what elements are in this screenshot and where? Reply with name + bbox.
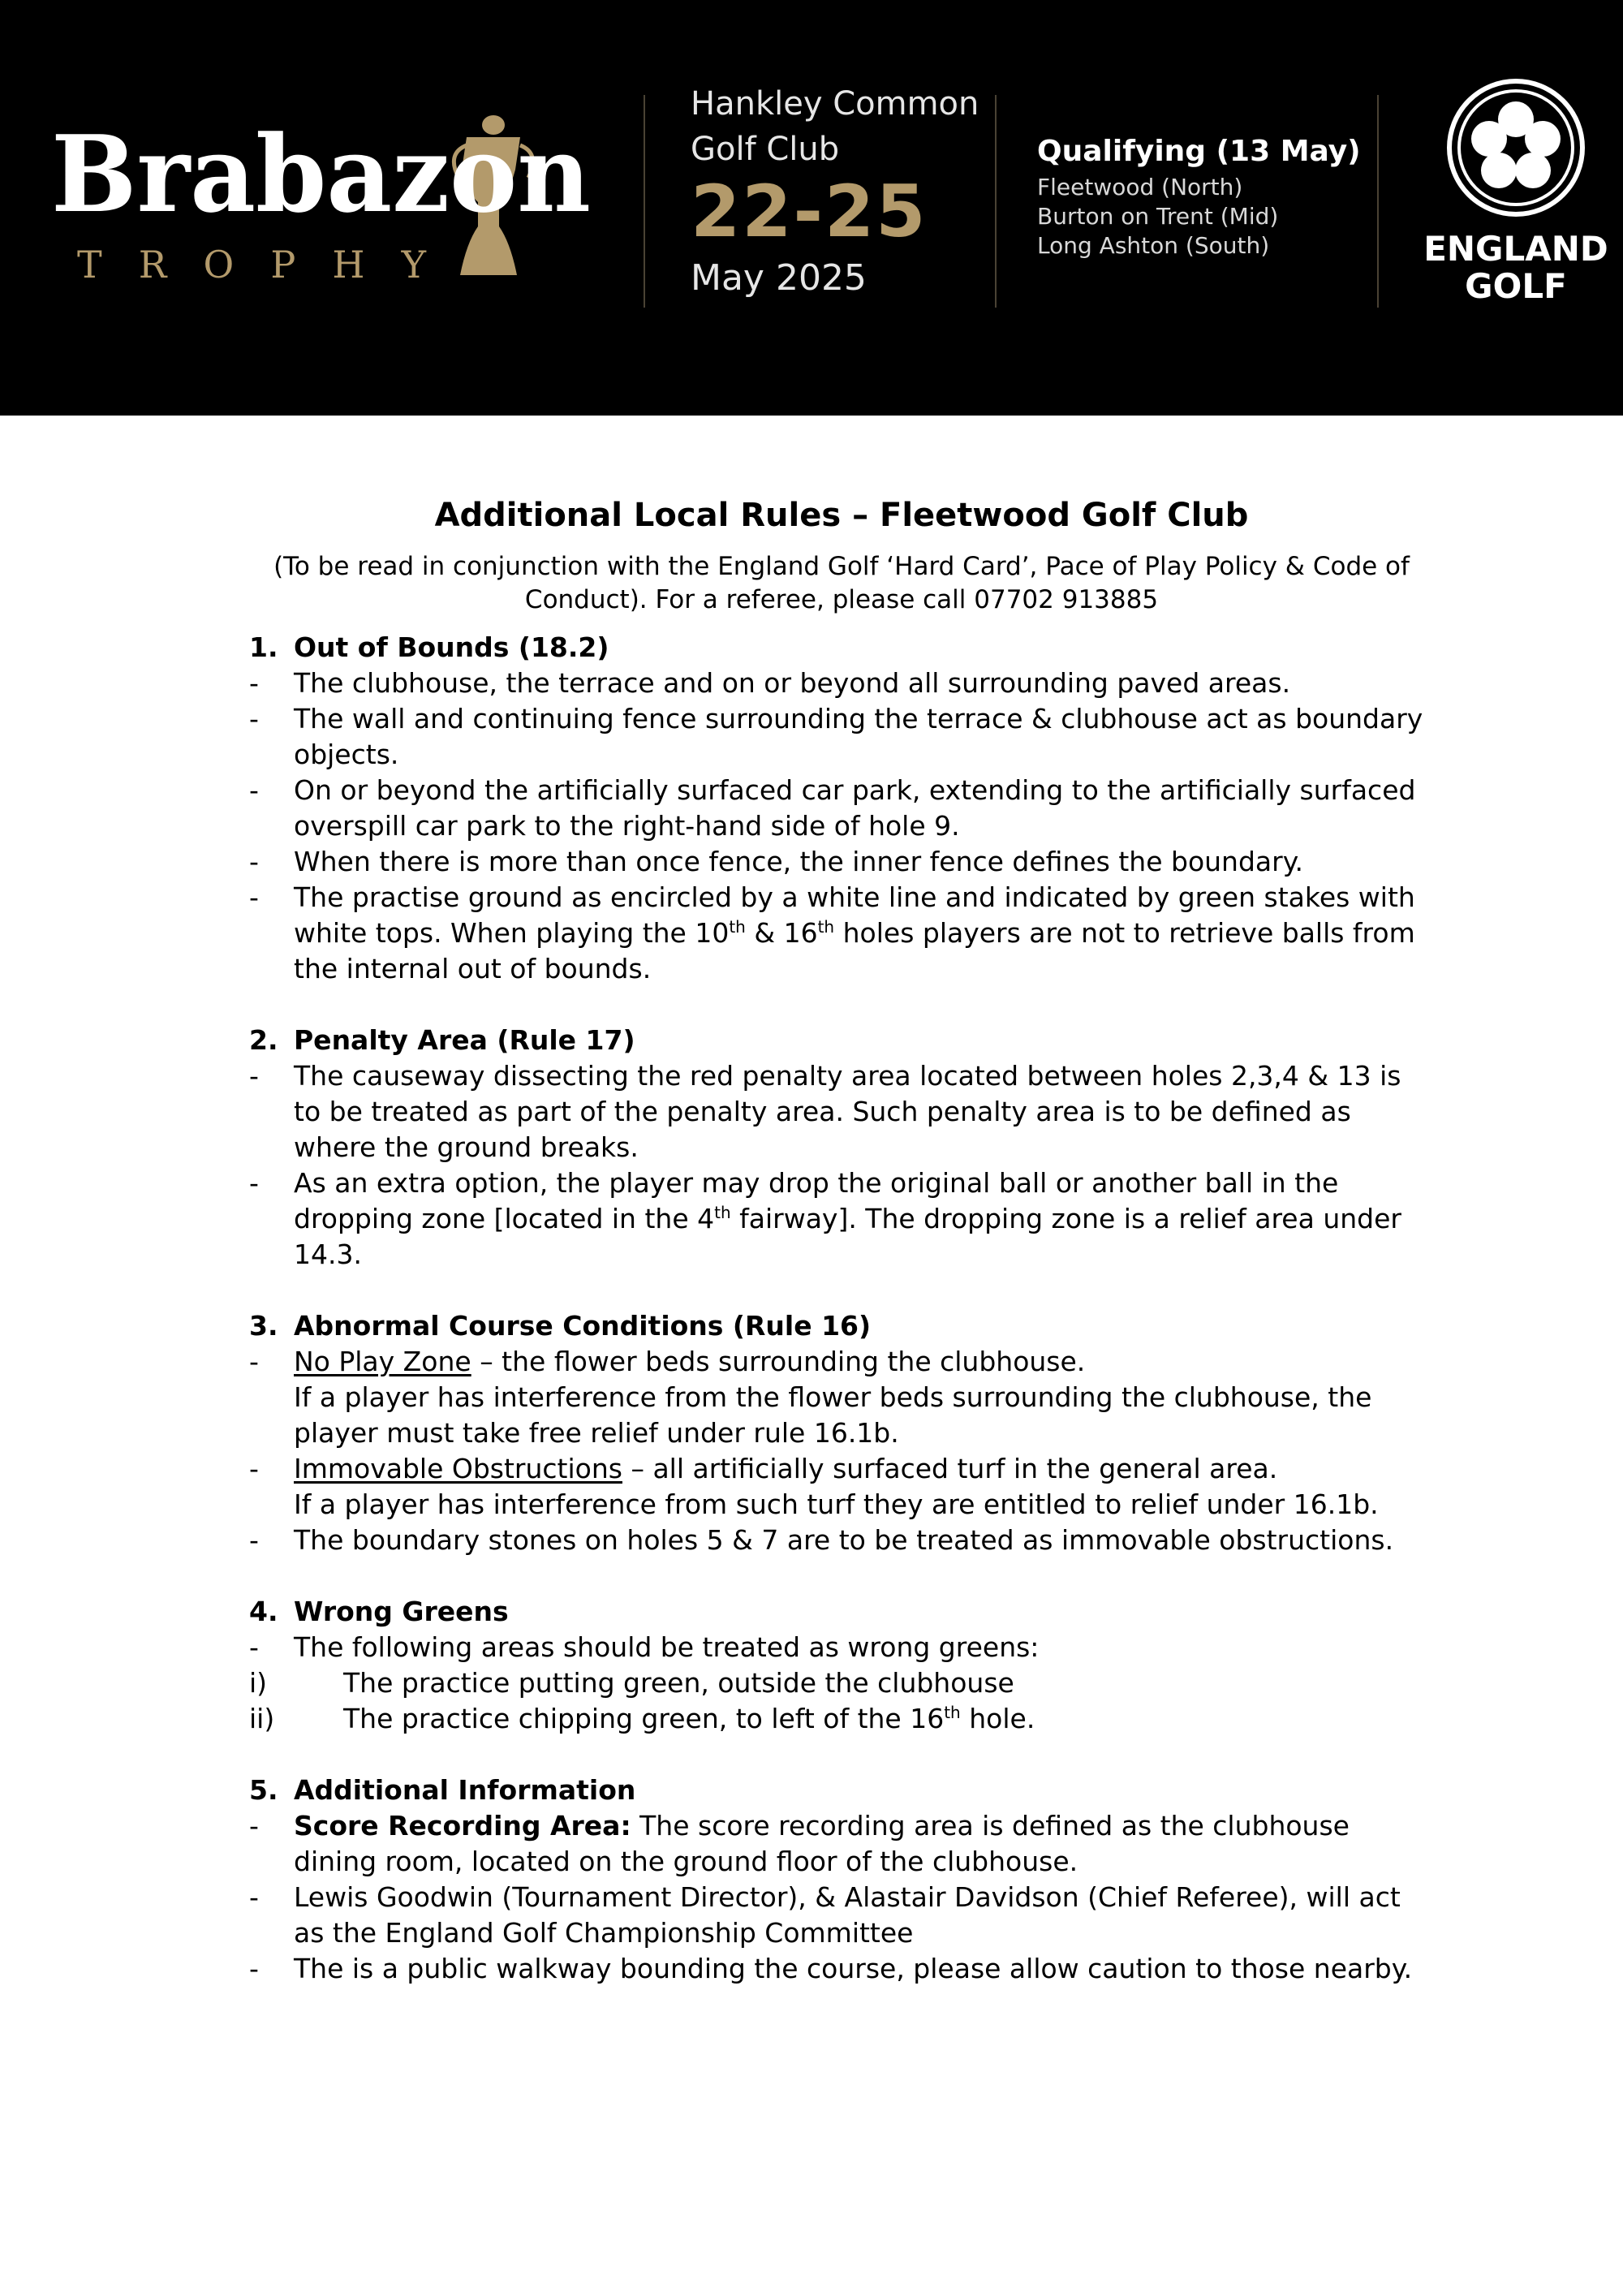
bullet: - [249, 1810, 259, 1842]
section-out-of-bounds [249, 630, 1434, 987]
event-month-year: May 2025 [691, 257, 867, 299]
event-dates: 22-25 [691, 170, 928, 253]
england-golf-wordmark-line2: GOLF [1465, 266, 1567, 306]
rule-text: When there is more than once fence, the inner fence defines the boundary. [294, 846, 1304, 877]
rule-text: The is a public walkway bounding the course, please allow caution to those nearby. [294, 1953, 1413, 1984]
event-banner [0, 0, 1623, 416]
logo-subtitle: TROPHY [77, 243, 426, 286]
rule-text: Immovable Obstructions – all artificially surfaced turf in the general area. If a player has interference from such turf they are entitled to relief under 16.1b. [294, 1453, 1379, 1520]
bullet: - [249, 1631, 259, 1663]
brabazon-trophy-logo [45, 114, 613, 288]
local-rules-document [249, 492, 1434, 2022]
bullet: - [249, 1524, 259, 1556]
england-golf-rose-icon [1445, 77, 1586, 218]
rule-item [249, 1451, 1434, 1523]
section-wrong-greens [249, 1594, 1434, 1737]
divider [1377, 95, 1379, 308]
rule-item [249, 1523, 1434, 1558]
rule-text: Lewis Goodwin (Tournament Director), & Alastair Davidson (Chief Referee), will act as the England Golf Championship Committee [294, 1881, 1401, 1949]
bullet: - [249, 703, 259, 734]
rule-item [249, 1058, 1434, 1165]
rule-item [249, 1630, 1434, 1665]
qualifying-venue: Fleetwood (North) [1037, 174, 1243, 200]
rule-item [249, 880, 1434, 987]
bullet: - [249, 1953, 259, 1984]
qualifying-title: Qualifying (13 May) [1037, 135, 1361, 168]
section-number: 2. [249, 1024, 278, 1056]
roman-list-item [249, 1665, 1434, 1701]
rule-text: On or beyond the artificially surfaced car park, extending to the artificially surfaced overspill car park to the right-hand side of hole 9. [294, 774, 1416, 842]
section-heading: Out of Bounds (18.2) [294, 631, 609, 663]
bullet: - [249, 774, 259, 806]
bullet: - [249, 1346, 259, 1377]
england-golf-wordmark: ENGLAND [1423, 229, 1608, 269]
rule-text: The practise ground as encircled by a white line and indicated by green stakes with white tops. When playing the 10th & 16th holes players are not to retrieve balls from the internal out of bounds. [294, 881, 1415, 984]
rule-text: The practice chipping green, to left of the 16th hole. [343, 1703, 1035, 1734]
rule-item [249, 1808, 1434, 1880]
rule-text: The boundary stones on holes 5 & 7 are to be treated as immovable obstructions. [294, 1524, 1394, 1556]
section-penalty-area [249, 1023, 1434, 1273]
section-number: 3. [249, 1310, 278, 1342]
bullet: - [249, 1453, 259, 1484]
qualifying-venue: Long Ashton (South) [1037, 232, 1270, 259]
divider [644, 95, 645, 308]
section-abnormal-course-conditions [249, 1308, 1434, 1558]
venue-name: Hankley Common [691, 85, 979, 123]
rule-item [249, 1880, 1434, 1951]
rule-text: The following areas should be treated as wrong greens: [294, 1631, 1040, 1663]
rule-text: The clubhouse, the terrace and on or beyond all surrounding paved areas. [294, 667, 1291, 699]
section-number: 1. [249, 631, 278, 663]
bullet: - [249, 1167, 259, 1199]
rule-text: No Play Zone – the flower beds surrounding the clubhouse. If a player has interference from the flower beds surrounding the clubhouse, the player must take free relief under rule 16.1b. [294, 1346, 1372, 1449]
rule-text: The wall and continuing fence surrounding the terrace & clubhouse act as boundary objects. [294, 703, 1423, 770]
bullet: - [249, 846, 259, 877]
bullet: - [249, 1881, 259, 1913]
rule-text: As an extra option, the player may drop the original ball or another ball in the dropping zone [located in the 4th fairway]. The dropping zone is a relief area under 14.3. [294, 1167, 1401, 1270]
bullet: - [249, 881, 259, 913]
rule-text: The causeway dissecting the red penalty area located between holes 2,3,4 & 13 is to be treated as part of the penalty area. Such penalty area is to be defined as where the ground breaks. [294, 1060, 1401, 1163]
section-heading: Wrong Greens [294, 1596, 509, 1627]
section-additional-information [249, 1773, 1434, 1987]
section-number: 5. [249, 1774, 278, 1806]
rule-item [249, 666, 1434, 701]
rule-item [249, 701, 1434, 773]
rule-text: The practice putting green, outside the clubhouse [343, 1667, 1014, 1699]
roman-numeral: i) [249, 1667, 268, 1699]
section-number: 4. [249, 1596, 278, 1627]
section-heading: Abnormal Course Conditions (Rule 16) [294, 1310, 872, 1342]
rule-item [249, 1165, 1434, 1273]
section-heading: Penalty Area (Rule 17) [294, 1024, 635, 1056]
rule-text: Score Recording Area: The score recording area is defined as the clubhouse dining room, located on the ground floor of the clubhouse. [294, 1810, 1350, 1877]
roman-list-item [249, 1701, 1434, 1737]
rule-item [249, 1951, 1434, 1987]
bullet: - [249, 1060, 259, 1092]
rule-item [249, 773, 1434, 844]
section-heading: Additional Information [294, 1774, 636, 1806]
document-title: Additional Local Rules – Fleetwood Golf Club [434, 497, 1249, 534]
roman-numeral: ii) [249, 1703, 275, 1734]
logo-wordmark: Brabazon [51, 114, 591, 236]
document-intro: (To be read in conjunction with the England Golf ‘Hard Card’, Pace of Play Policy & Code of Conduct). For a referee, please call 07702 913885 [273, 552, 1410, 614]
rule-item [249, 1344, 1434, 1451]
venue-name-line2: Golf Club [691, 131, 840, 168]
divider [995, 95, 997, 308]
qualifying-venue: Burton on Trent (Mid) [1037, 203, 1279, 230]
rule-item [249, 844, 1434, 880]
bullet: - [249, 667, 259, 699]
